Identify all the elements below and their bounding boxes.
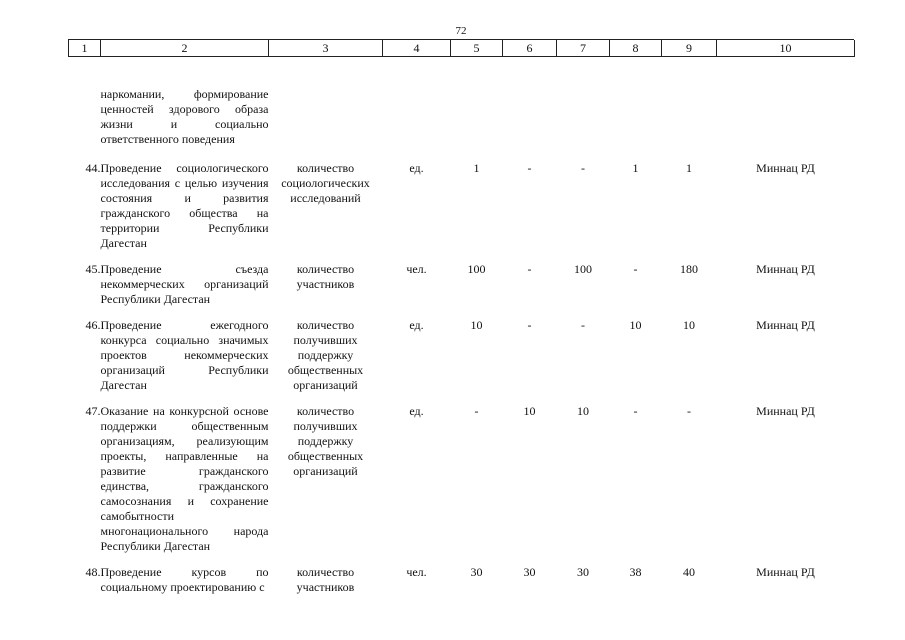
activity-name: Проведение курсов по социальному проектированию с bbox=[100, 565, 269, 594]
col-header-9: 9 bbox=[662, 40, 717, 57]
page-number: 72 bbox=[455, 25, 467, 37]
value-col-7: 30 bbox=[577, 565, 589, 579]
row-number: 46. bbox=[85, 318, 101, 332]
value-col-9: 1 bbox=[686, 161, 692, 175]
value-col-8: 1 bbox=[632, 161, 639, 175]
col-header-1: 1 bbox=[69, 40, 101, 57]
indicator-name: количество участников bbox=[296, 262, 355, 291]
table-row bbox=[69, 318, 855, 393]
unit-of-measure: ед. bbox=[409, 161, 424, 175]
value-col-8: 38 bbox=[629, 565, 642, 579]
col-header-5: 5 bbox=[451, 40, 503, 57]
value-col-5: 10 bbox=[470, 318, 483, 332]
table-row-continuation bbox=[69, 87, 855, 147]
value-col-7: - bbox=[581, 318, 585, 332]
col-header-7: 7 bbox=[557, 40, 610, 57]
column-number-header bbox=[69, 40, 855, 57]
col-header-4: 4 bbox=[383, 40, 451, 57]
col-header-8: 8 bbox=[610, 40, 662, 57]
unit-of-measure: чел. bbox=[406, 262, 427, 276]
col-header-10: 10 bbox=[717, 40, 855, 57]
value-col-5: 30 bbox=[470, 565, 483, 579]
col-header-6: 6 bbox=[503, 40, 557, 57]
activity-name: Оказание на конкурсной основе поддержки общественным организациям, реализующим проекты, направленные на развитие гражданского единства, гражданского самосознания и сохранение самобытности многонационального народа Республики Дагестан bbox=[100, 404, 269, 553]
activity-name: Проведение социологического исследования с целью изучения состояния и развития гражданского общества на территории Республики Дагестан bbox=[100, 161, 269, 250]
value-col-8: - bbox=[633, 404, 638, 418]
indicator-name: количество получивших поддержку общественных организаций bbox=[287, 404, 364, 478]
value-col-9: 180 bbox=[680, 262, 698, 276]
value-col-9: - bbox=[687, 404, 691, 418]
col-header-2: 2 bbox=[101, 40, 269, 57]
executor: Миннац РД bbox=[756, 404, 815, 418]
value-col-6: 10 bbox=[523, 404, 536, 418]
value-col-7: - bbox=[581, 161, 585, 175]
activity-name: Проведение съезда некоммерческих организаций Республики Дагестан bbox=[100, 262, 269, 306]
executor: Миннац РД bbox=[756, 565, 815, 579]
table-row bbox=[69, 161, 855, 251]
activity-name: Проведение ежегодного конкурса социально значимых проектов некоммерческих организаций Республики Дагестан bbox=[100, 318, 269, 392]
table-row bbox=[69, 404, 855, 554]
value-col-5: 1 bbox=[473, 161, 480, 175]
table-row bbox=[69, 565, 855, 595]
value-col-6: 30 bbox=[523, 565, 536, 579]
indicator-name: количество социологических исследований bbox=[281, 161, 370, 205]
unit-of-measure: ед. bbox=[409, 404, 424, 418]
program-activities-table bbox=[68, 40, 855, 595]
value-col-6: - bbox=[527, 318, 532, 332]
executor: Миннац РД bbox=[756, 262, 815, 276]
value-col-6: - bbox=[527, 161, 532, 175]
unit-of-measure: чел. bbox=[406, 565, 427, 579]
value-col-8: - bbox=[633, 262, 638, 276]
col-header-3: 3 bbox=[269, 40, 383, 57]
executor: Миннац РД bbox=[756, 161, 815, 175]
value-col-9: 40 bbox=[683, 565, 695, 579]
indicator-name: количество получивших поддержку общественных организаций bbox=[287, 318, 364, 392]
executor: Миннац РД bbox=[756, 318, 815, 332]
value-col-9: 10 bbox=[683, 318, 695, 332]
table-row bbox=[69, 262, 855, 307]
value-col-7: 100 bbox=[574, 262, 592, 276]
row-number: 45. bbox=[85, 262, 101, 276]
value-col-8: 10 bbox=[629, 318, 642, 332]
row-number: 44. bbox=[85, 161, 101, 175]
indicator-name: количество участников bbox=[296, 565, 355, 594]
row-number: 47. bbox=[85, 404, 101, 418]
value-col-5: 100 bbox=[467, 262, 486, 276]
row-number: 48. bbox=[85, 565, 101, 579]
value-col-5: - bbox=[474, 404, 479, 418]
value-col-7: 10 bbox=[577, 404, 589, 418]
activity-name: наркомании, формирование ценностей здорового образа жизни и социально ответственного поведения bbox=[100, 87, 269, 146]
unit-of-measure: ед. bbox=[409, 318, 424, 332]
value-col-6: - bbox=[527, 262, 532, 276]
